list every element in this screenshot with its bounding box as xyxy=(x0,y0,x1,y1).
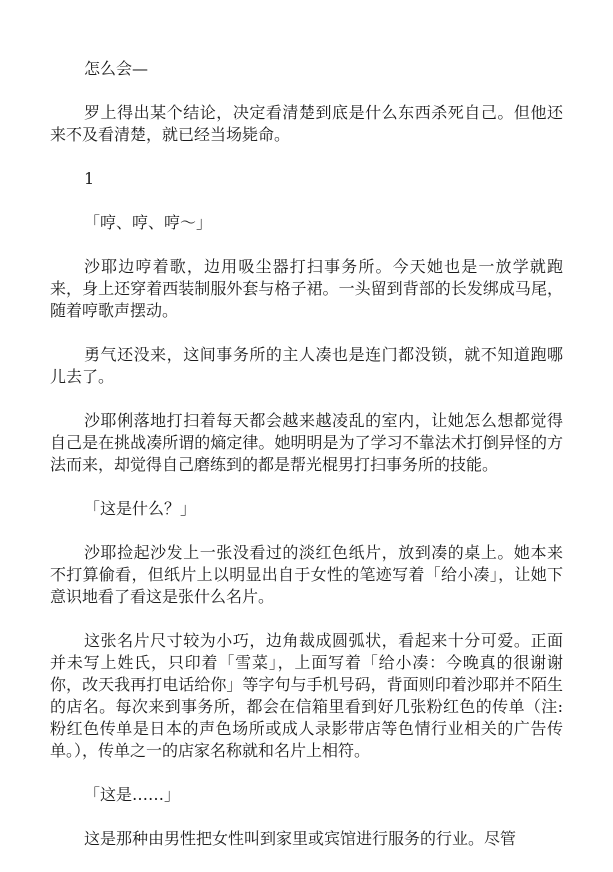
dialogue: 「这是……」 xyxy=(84,785,181,804)
dialogue: 「哼、哼、哼～」 xyxy=(84,213,213,232)
dialogue: 「这是什么？」 xyxy=(84,499,197,518)
paragraph: 这是那种由男性把女性叫到家里或宾馆进行服务的行业。尽管 xyxy=(84,829,517,848)
document-body xyxy=(50,58,563,872)
paragraph: 沙耶俐落地打扫着每天都会越来越凌乱的室内，让她怎么想都觉得自己是在挑战凑所谓的熵定律。她明明是为了学习不靠法术打倒异怪的方法而来，却觉得自己磨练到的都是帮光棍男打扫事务所的技能。 xyxy=(50,411,563,474)
chapter-number: 1 xyxy=(84,169,95,188)
paragraph: 罗上得出某个结论，决定看清楚到底是什么东西杀死自己。但他还来不及看清楚，就已经当场毙命。 xyxy=(50,103,563,144)
paragraph: 这张名片尺寸较为小巧，边角裁成圆弧状，看起来十分可爱。正面并未写上姓氏，只印着「雪菜」，上面写着「给小凑：今晚真的很谢谢你，改天我再打电话给你」等字句与手机号码，背面则印着沙耶并不陌生的店名。每次来到事务所，都会在信箱里看到好几张粉红色的传单（注:粉红色传单是日本的声色场所或成人录影带店等色情行业相关的广告传单。），传单之一的店家名称就和名片上相符。 xyxy=(50,631,563,760)
paragraph: 怎么会— xyxy=(84,59,149,78)
paragraph: 沙耶边哼着歌，边用吸尘器打扫事务所。今天她也是一放学就跑来，身上还穿着西装制服外套与格子裙。一头留到背部的长发绑成马尾，随着哼歌声摆动。 xyxy=(50,257,563,320)
paragraph: 勇气还没来，这间事务所的主人凑也是连门都没锁，就不知道跑哪儿去了。 xyxy=(50,345,563,386)
paragraph: 沙耶捡起沙发上一张没看过的淡红色纸片，放到凑的桌上。她本来不打算偷看，但纸片上以明显出自于女性的笔迹写着「给小凑」，让她下意识地看了看这是张什么名片。 xyxy=(50,543,563,606)
